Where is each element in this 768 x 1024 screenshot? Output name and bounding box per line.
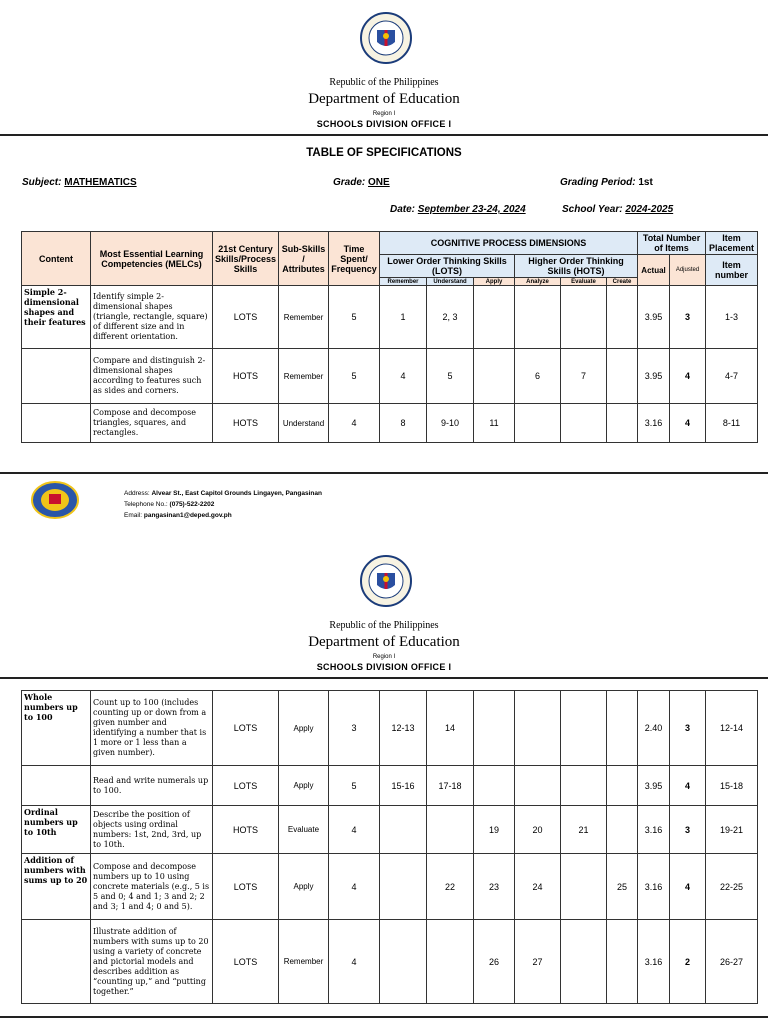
- col-subskills: Sub-Skills / Attributes: [279, 232, 329, 286]
- cell-eva: [561, 766, 607, 806]
- cell-melc: Describe the position of objects using ordinal numbers: 1st, 2nd, 3rd, up to 10th.: [91, 806, 213, 854]
- col-melc: Most Essential Learning Competencies (MELCs): [91, 232, 213, 286]
- cell-melc: Compare and distinguish 2-dimensional shapes according to features such as sides and corners.: [91, 349, 213, 404]
- email-line: Email: pangasinan1@deped.gov.ph: [124, 512, 232, 519]
- cell-skill: LOTS: [213, 854, 279, 920]
- cell-sub: Evaluate: [279, 806, 329, 854]
- col-content: Content: [22, 232, 91, 286]
- cell-app: [474, 349, 515, 404]
- cell-cre: [607, 920, 638, 1004]
- cell-melc: Count up to 100 (includes counting up or down from a given number and identifying a number that is 1 more or 1 less than a given number).: [91, 691, 213, 766]
- col-evaluate: Evaluate: [561, 278, 607, 286]
- school-year-field: School Year: 2024-2025: [562, 204, 674, 215]
- cell-rem: 1: [380, 286, 427, 349]
- cell-items: 26-27: [706, 920, 758, 1004]
- cell-time: 4: [329, 806, 380, 854]
- cell-melc: Compose and decompose numbers up to 10 using concrete materials (e.g., 5 is 5 and 0; 4 and 1; 3 and 2; 2 and 3; 1 and 4; 0 and 5).: [91, 854, 213, 920]
- cell-skill: HOTS: [213, 806, 279, 854]
- cell-skill: LOTS: [213, 766, 279, 806]
- cell-skill: LOTS: [213, 920, 279, 1004]
- cell-content: Addition of numbers with sums up to 20: [22, 854, 91, 920]
- col-apply: Apply: [474, 278, 515, 286]
- cell-content: [22, 766, 91, 806]
- department-title-2: Department of Education: [308, 634, 460, 650]
- header-divider-2: [0, 677, 768, 679]
- cell-melc: Compose and decompose triangles, squares, and rectangles.: [91, 404, 213, 443]
- cell-ana: 20: [515, 806, 561, 854]
- table-row: [22, 766, 758, 806]
- cell-eva: [561, 404, 607, 443]
- cell-content: Simple 2-dimensional shapes and their features: [22, 286, 91, 349]
- cell-melc: Identify simple 2-dimensional shapes (triangle, rectangle, square) of different size and in different orientation.: [91, 286, 213, 349]
- cell-rem: [380, 854, 427, 920]
- cell-time: 3: [329, 691, 380, 766]
- cell-cre: [607, 691, 638, 766]
- col-item-placement: Item Placement: [706, 232, 758, 255]
- cell-rem: 4: [380, 349, 427, 404]
- cell-sub: Remember: [279, 920, 329, 1004]
- office-text-2: SCHOOLS DIVISION OFFICE I: [316, 662, 452, 672]
- cell-actual: 3.16: [638, 920, 670, 1004]
- cell-actual: 3.16: [638, 404, 670, 443]
- col-create: Create: [607, 278, 638, 286]
- cell-adjusted: 3: [670, 691, 706, 766]
- cell-items: 15-18: [706, 766, 758, 806]
- cell-und: 9-10: [427, 404, 474, 443]
- cell-time: 5: [329, 349, 380, 404]
- specifications-table: [21, 231, 758, 443]
- cell-content: [22, 349, 91, 404]
- date-field: Date: September 23-24, 2024: [390, 204, 526, 215]
- cell-rem: 15-16: [380, 766, 427, 806]
- cell-app: [474, 286, 515, 349]
- cell-und: 22: [427, 854, 474, 920]
- cell-rem: [380, 920, 427, 1004]
- cell-ana: 6: [515, 349, 561, 404]
- cell-actual: 3.95: [638, 349, 670, 404]
- cell-und: 14: [427, 691, 474, 766]
- address-line: Address: Alvear St., East Capitol Grounds Lingayen, Pangasinan: [124, 490, 322, 497]
- cell-cre: 25: [607, 854, 638, 920]
- cell-skill: LOTS: [213, 691, 279, 766]
- cell-rem: 12-13: [380, 691, 427, 766]
- cell-adjusted: 4: [670, 349, 706, 404]
- cell-ana: 27: [515, 920, 561, 1004]
- cell-sub: Remember: [279, 349, 329, 404]
- col-analyze: Analyze: [515, 278, 561, 286]
- footer-address: [124, 488, 322, 521]
- cell-eva: [561, 286, 607, 349]
- cell-app: [474, 766, 515, 806]
- region-text: Region I: [372, 111, 396, 117]
- cell-skill: LOTS: [213, 286, 279, 349]
- cell-ana: [515, 766, 561, 806]
- col-total-items: Total Number of Items: [638, 232, 706, 255]
- col-hots: Higher Order Thinking Skills (HOTS): [515, 255, 638, 278]
- cell-und: [427, 806, 474, 854]
- table-row: [22, 349, 758, 404]
- col-actual: Actual: [638, 255, 670, 286]
- cell-eva: [561, 691, 607, 766]
- specifications-table-continued: [21, 690, 758, 1004]
- cell-eva: [561, 920, 607, 1004]
- cell-time: 4: [329, 854, 380, 920]
- cell-skill: HOTS: [213, 349, 279, 404]
- cell-items: 1-3: [706, 286, 758, 349]
- cell-adjusted: 2: [670, 920, 706, 1004]
- cell-und: [427, 920, 474, 1004]
- cell-content: Ordinal numbers up to 10th: [22, 806, 91, 854]
- cell-eva: 7: [561, 349, 607, 404]
- cell-sub: Apply: [279, 766, 329, 806]
- cell-app: 23: [474, 854, 515, 920]
- cell-ana: 24: [515, 854, 561, 920]
- cell-items: 22-25: [706, 854, 758, 920]
- cell-content: Whole numbers up to 100: [22, 691, 91, 766]
- cell-sub: Apply: [279, 691, 329, 766]
- cell-content: [22, 404, 91, 443]
- cell-melc: Read and write numerals up to 100.: [91, 766, 213, 806]
- table-row: [22, 691, 758, 766]
- cell-eva: [561, 854, 607, 920]
- col-cognitive-dimensions: COGNITIVE PROCESS DIMENSIONS: [380, 232, 638, 255]
- cell-melc: Illustrate addition of numbers with sums up to 20 using a variety of concrete and pictorial models and describes addition as “counting up,” and “putting together.”: [91, 920, 213, 1004]
- cell-content: [22, 920, 91, 1004]
- cell-ana: [515, 691, 561, 766]
- col-understand: Understand: [427, 278, 474, 286]
- cell-rem: [380, 806, 427, 854]
- grading-period-field: Grading Period: 1st: [560, 177, 653, 188]
- cell-app: 11: [474, 404, 515, 443]
- cell-actual: 3.16: [638, 854, 670, 920]
- cell-items: 8-11: [706, 404, 758, 443]
- cell-adjusted: 4: [670, 766, 706, 806]
- cell-actual: 2.40: [638, 691, 670, 766]
- col-adjusted: Adjusted: [670, 255, 706, 286]
- republic-text: Republic of the Philippines: [329, 77, 439, 88]
- table-row: [22, 854, 758, 920]
- cell-time: 4: [329, 920, 380, 1004]
- department-title: Department of Education: [308, 91, 460, 107]
- cell-eva: 21: [561, 806, 607, 854]
- cell-cre: [607, 766, 638, 806]
- table-row: [22, 920, 758, 1004]
- cell-items: 12-14: [706, 691, 758, 766]
- cell-time: 5: [329, 286, 380, 349]
- cell-cre: [607, 404, 638, 443]
- cell-sub: Understand: [279, 404, 329, 443]
- cell-adjusted: 4: [670, 854, 706, 920]
- cell-ana: [515, 286, 561, 349]
- subject-field: Subject: MATHEMATICS: [22, 177, 137, 188]
- header-divider: [0, 134, 768, 136]
- grade-field: Grade: ONE: [333, 177, 390, 188]
- cell-cre: [607, 286, 638, 349]
- col-remember: Remember: [380, 278, 427, 286]
- cell-und: 2, 3: [427, 286, 474, 349]
- cell-time: 5: [329, 766, 380, 806]
- cell-app: [474, 691, 515, 766]
- col-item-number: Item number: [706, 255, 758, 286]
- col-century-skills: 21st Century Skills/Process Skills: [213, 232, 279, 286]
- cell-items: 4-7: [706, 349, 758, 404]
- cell-sub: Apply: [279, 854, 329, 920]
- page-title: TABLE OF SPECIFICATIONS: [306, 147, 462, 159]
- table-row: [22, 404, 758, 443]
- cell-und: 17-18: [427, 766, 474, 806]
- col-lots: Lower Order Thinking Skills (LOTS): [380, 255, 515, 278]
- col-time: Time Spent/ Frequency: [329, 232, 380, 286]
- cell-app: 19: [474, 806, 515, 854]
- cell-und: 5: [427, 349, 474, 404]
- cell-ana: [515, 404, 561, 443]
- table-row: [22, 286, 758, 349]
- table-row: [22, 806, 758, 854]
- cell-sub: Remember: [279, 286, 329, 349]
- footer-divider: [0, 472, 768, 474]
- cell-rem: 8: [380, 404, 427, 443]
- footer-divider-2: [0, 1016, 768, 1018]
- cell-adjusted: 3: [670, 286, 706, 349]
- cell-cre: [607, 806, 638, 854]
- cell-actual: 3.95: [638, 286, 670, 349]
- cell-time: 4: [329, 404, 380, 443]
- region-text-2: Region I: [372, 654, 396, 660]
- cell-items: 19-21: [706, 806, 758, 854]
- republic-text-2: Republic of the Philippines: [329, 620, 439, 631]
- cell-skill: HOTS: [213, 404, 279, 443]
- office-text: SCHOOLS DIVISION OFFICE I: [316, 119, 452, 129]
- division-logo-icon: [30, 480, 80, 520]
- deped-seal-icon-2: [360, 555, 412, 607]
- cell-adjusted: 4: [670, 404, 706, 443]
- deped-seal-icon: [360, 12, 412, 64]
- cell-app: 26: [474, 920, 515, 1004]
- cell-cre: [607, 349, 638, 404]
- cell-adjusted: 3: [670, 806, 706, 854]
- telephone-line: Telephone No.: (075)-522-2202: [124, 501, 215, 508]
- cell-actual: 3.16: [638, 806, 670, 854]
- cell-actual: 3.95: [638, 766, 670, 806]
